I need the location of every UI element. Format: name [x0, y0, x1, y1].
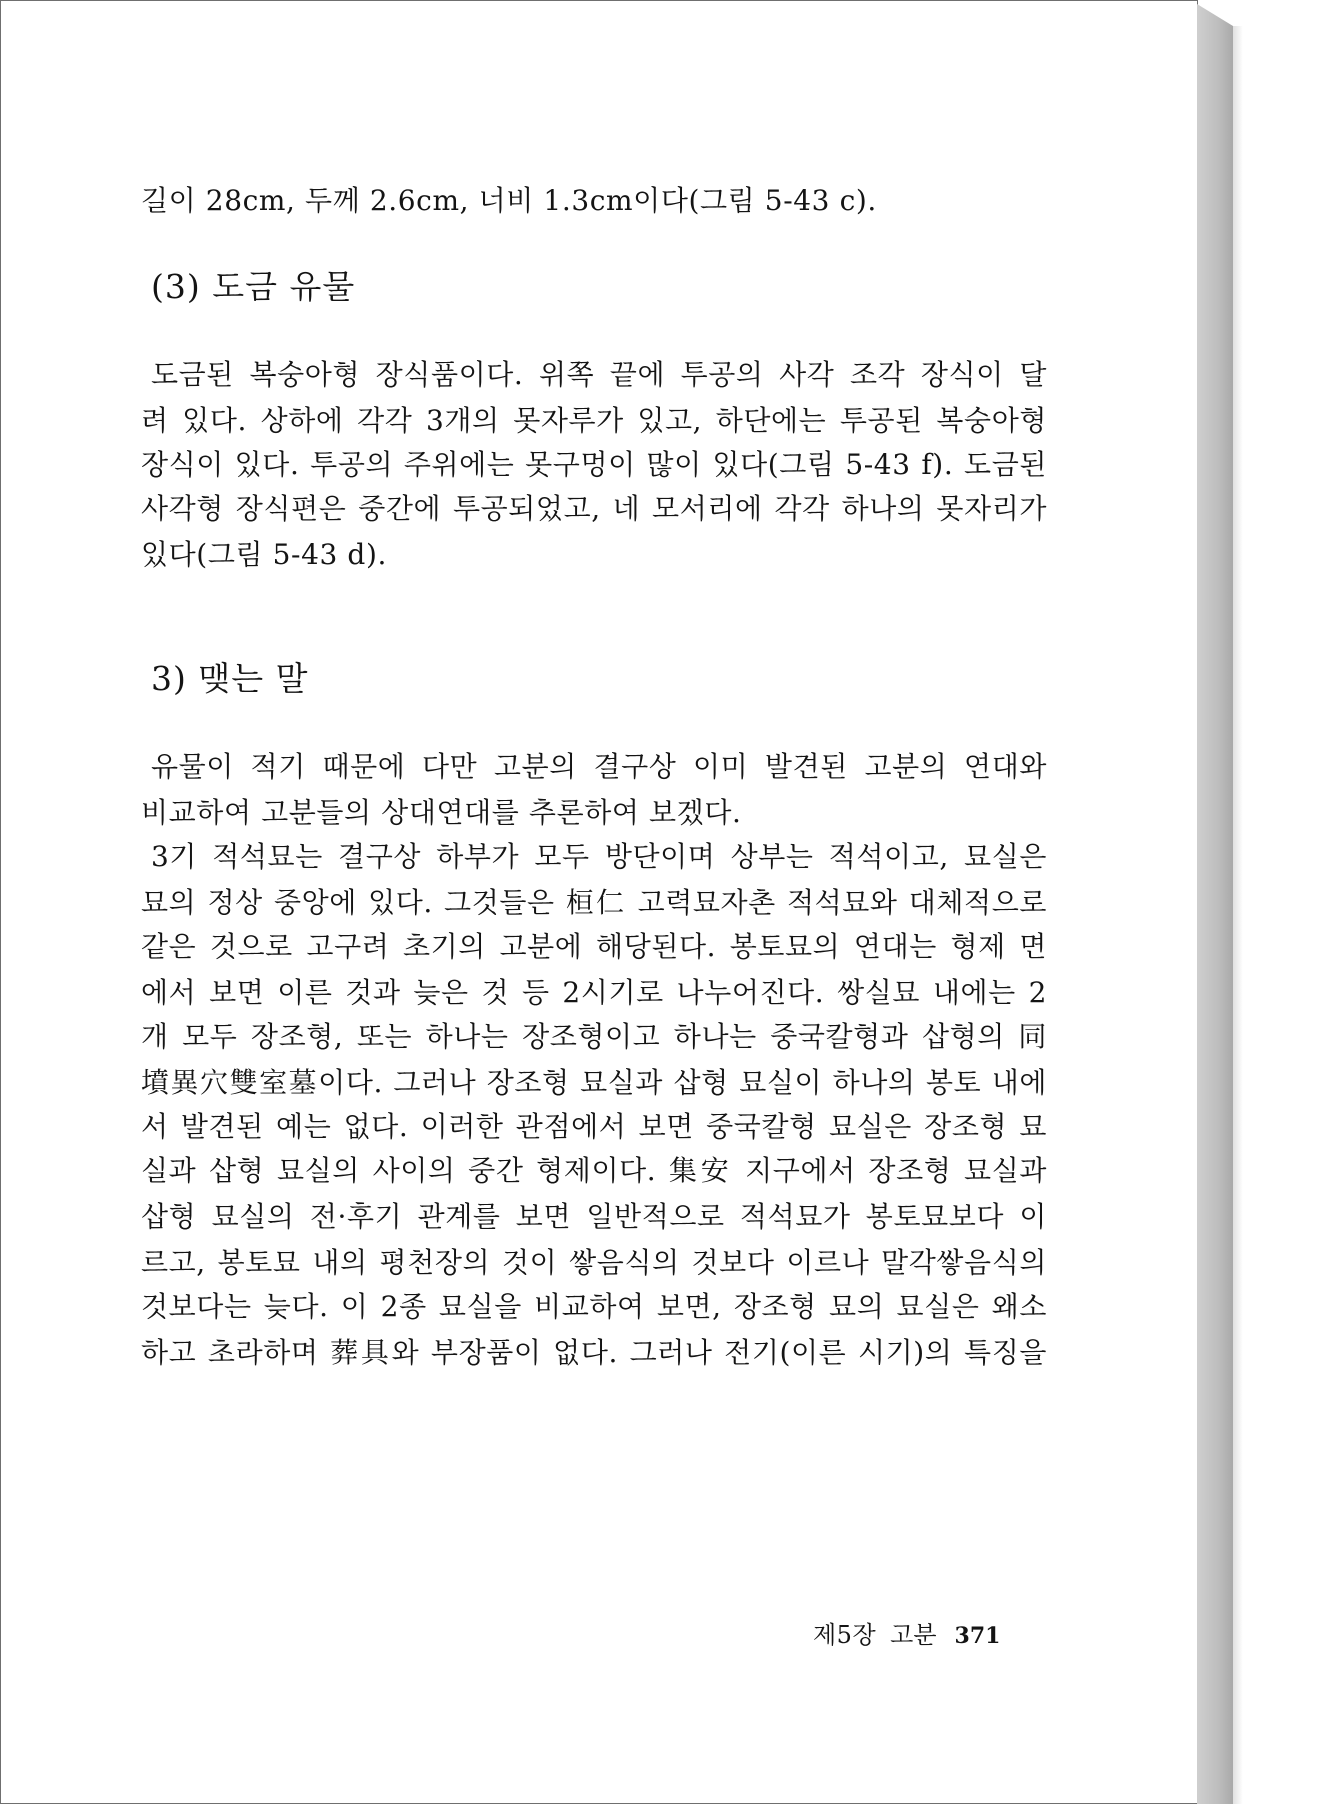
paragraph-line: 도금된 복숭아형 장식품이다. 위쪽 끝에 투공의 사각 조각 장식이 달 [151, 358, 1047, 391]
paragraph-line: 실과 삽형 묘실의 사이의 중간 형제이다. 集安 지구에서 장조형 묘실과 [141, 1154, 1047, 1187]
paragraph-line: 장식이 있다. 투공의 주위에는 못구멍이 많이 있다(그림 5-43 f). 도금된 [141, 448, 1047, 481]
paragraph-line: 서 발견된 예는 없다. 이러한 관점에서 보면 중국칼형 묘실은 장조형 묘 [141, 1110, 1047, 1143]
paragraph-line: 려 있다. 상하에 각각 3개의 못자루가 있고, 하단에는 투공된 복숭아형 [141, 404, 1047, 437]
page-shadow [1233, 26, 1243, 1804]
paragraph-line: 묘의 정상 중앙에 있다. 그것들은 桓仁 고력묘자촌 적석묘와 대체적으로 [141, 886, 1047, 919]
footer-chapter: 제5장 [813, 1621, 877, 1649]
paragraph-line: 삽형 묘실의 전·후기 관계를 보면 일반적으로 적석묘가 봉토묘보다 이 [141, 1200, 1047, 1233]
paragraph-line: 유물이 적기 때문에 다만 고분의 결구상 이미 발견된 고분의 연대와 [151, 750, 1047, 783]
intro-line: 길이 28cm, 두께 2.6cm, 너비 1.3cm이다(그림 5-43 c). [141, 184, 877, 217]
section-heading-gilt-artifacts: (3) 도금 유물 [151, 267, 356, 306]
paragraph-line: 것보다는 늦다. 이 2종 묘실을 비교하여 보면, 장조형 묘의 묘실은 왜소 [141, 1290, 1047, 1323]
footer-title: 고분 [890, 1621, 937, 1649]
paragraph-line: 하고 초라하며 葬具와 부장품이 없다. 그러나 전기(이른 시기)의 특징을 [141, 1336, 1047, 1369]
paragraph-line: 개 모두 장조형, 또는 하나는 장조형이고 하나는 중국칼형과 삽형의 同 [141, 1020, 1047, 1053]
paragraph-line: 비교하여 고분들의 상대연대를 추론하여 보겠다. [141, 796, 742, 829]
paragraph-line: 있다(그림 5-43 d). [141, 538, 387, 571]
paragraph-line: 같은 것으로 고구려 초기의 고분에 해당된다. 봉토묘의 연대는 형제 면 [141, 930, 1047, 963]
paragraph-line: 르고, 봉토묘 내의 평천장의 것이 쌓음식의 것보다 이르나 말각쌓음식의 [141, 1246, 1047, 1279]
page-stack-edge [1197, 4, 1233, 1804]
paragraph-line: 사각형 장식편은 중간에 투공되었고, 네 모서리에 각각 하나의 못자리가 [141, 492, 1047, 525]
paragraph-line: 墳異穴雙室墓이다. 그러나 장조형 묘실과 삽형 묘실이 하나의 봉토 내에 [141, 1066, 1047, 1099]
section-heading-conclusion: 3) 맺는 말 [151, 659, 309, 698]
page-number: 371 [954, 1623, 1001, 1649]
page-footer [813, 1615, 1000, 1650]
paragraph-line: 에서 보면 이른 것과 늦은 것 등 2시기로 나누어진다. 쌍실묘 내에는 2 [141, 976, 1047, 1009]
paragraph-line: 3기 적석묘는 결구상 하부가 모두 방단이며 상부는 적석이고, 묘실은 [151, 840, 1047, 873]
